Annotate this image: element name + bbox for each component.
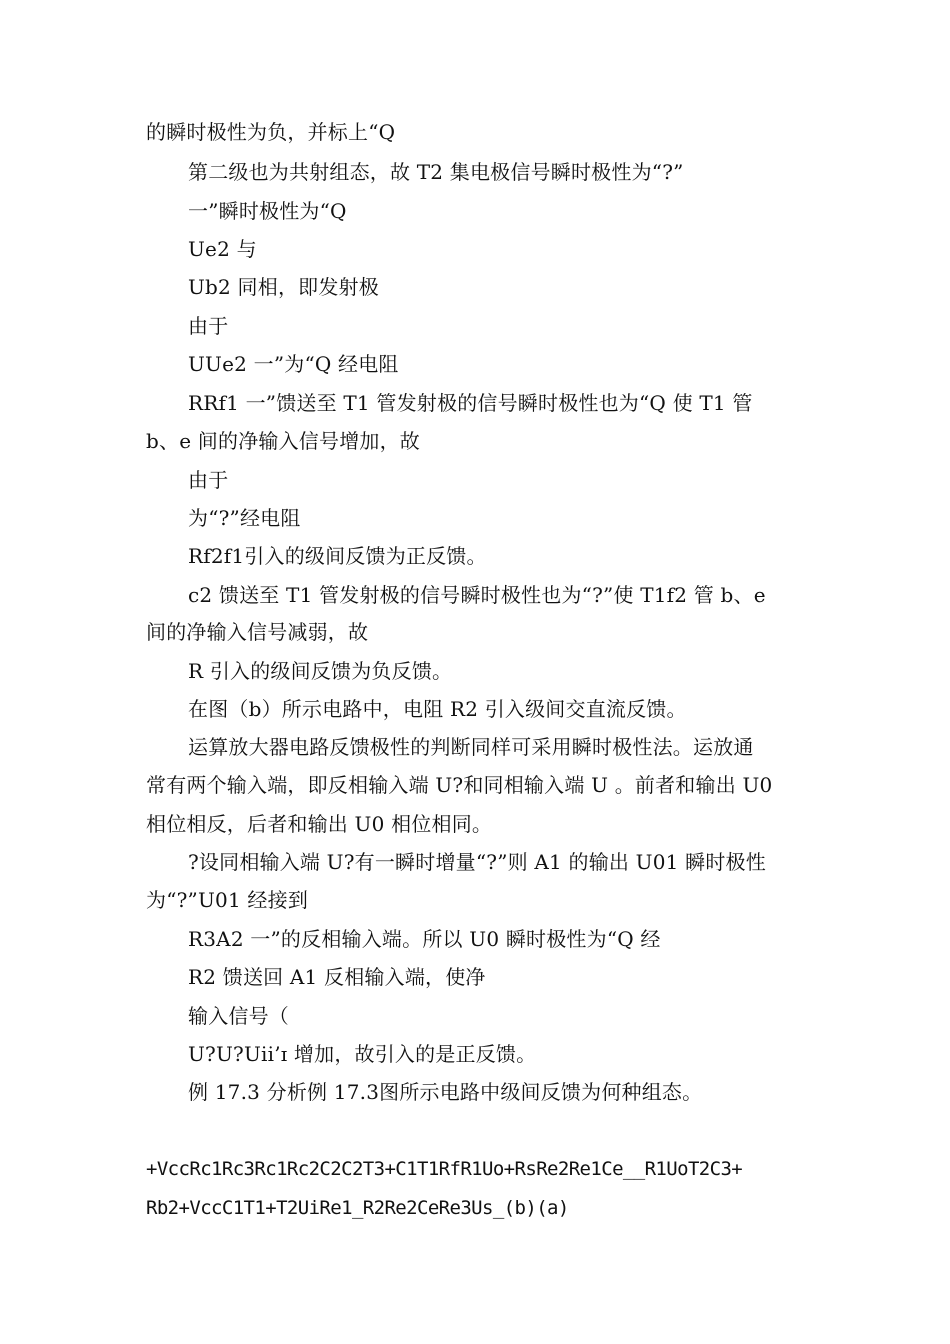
paragraph-line: 相位相反，后者和输出 U0 相位相同。 [146, 812, 493, 836]
paragraph-line: 第二级也为共射组态，故 T2 集电极信号瞬时极性为“?” [188, 160, 684, 184]
circuit-label-line: +VccRc1Rc3Rc1Rc2C2C2T3+C1T1RfR1Uo+RsRe2Re1Ce__R1UoT2C3+ [146, 1158, 743, 1180]
paragraph-line: R2 馈送回 A1 反相输入端，使净 [188, 965, 486, 989]
paragraph-line: 运算放大器电路反馈极性的判断同样可采用瞬时极性法。运放通 [188, 735, 754, 759]
paragraph-line: ?设同相输入端 U?有一瞬时增量“?”则 A1 的输出 U01 瞬时极性 [188, 850, 766, 874]
paragraph-line: 由于 [188, 468, 229, 492]
paragraph-line: 例 17.3 分析例 17.3图所示电路中级间反馈为何种组态。 [188, 1080, 703, 1104]
circuit-label-line: Rb2+VccC1T1+T2UiRe1_R2Re2CeRe3Us_(b)(a) [146, 1197, 569, 1219]
paragraph-line: 一”瞬时极性为“Q [188, 199, 347, 223]
paragraph-line: 间的净输入信号减弱，故 [146, 620, 369, 644]
paragraph-line: b、e 间的净输入信号增加，故 [146, 429, 420, 453]
paragraph-line: U?U?Uii’ɪ 增加，故引入的是正反馈。 [188, 1042, 537, 1066]
paragraph-line: 的瞬时极性为负，并标上“Q [146, 120, 396, 144]
paragraph-line: 由于 [188, 314, 229, 338]
paragraph-line: Ub2 同相，即发射极 [188, 275, 379, 299]
paragraph-line: c2 馈送至 T1 管发射极的信号瞬时极性也为“?”使 T1f2 管 b、e [188, 583, 766, 607]
paragraph-line: 输入信号（ [188, 1004, 289, 1028]
paragraph-line: Ue2 与 [188, 237, 257, 261]
paragraph-line: UUe2 一”为“Q 经电阻 [188, 352, 399, 376]
paragraph-line: 常有两个输入端，即反相输入端 U?和同相输入端 U 。前者和输出 U0 [146, 773, 773, 797]
paragraph-line: 在图（b）所示电路中，电阻 R2 引入级间交直流反馈。 [188, 697, 687, 721]
paragraph-line: 为“?”U01 经接到 [146, 888, 309, 912]
paragraph-line: Rf2f1引入的级间反馈为正反馈。 [188, 544, 487, 568]
paragraph-line: RRf1 一”馈送至 T1 管发射极的信号瞬时极性也为“Q 使 T1 管 [188, 391, 753, 415]
paragraph-line: R3A2 一”的反相输入端。所以 U0 瞬时极性为“Q 经 [188, 927, 661, 951]
paragraph-line: 为“?”经电阻 [188, 506, 301, 530]
paragraph-line: R 引入的级间反馈为负反馈。 [188, 659, 453, 683]
